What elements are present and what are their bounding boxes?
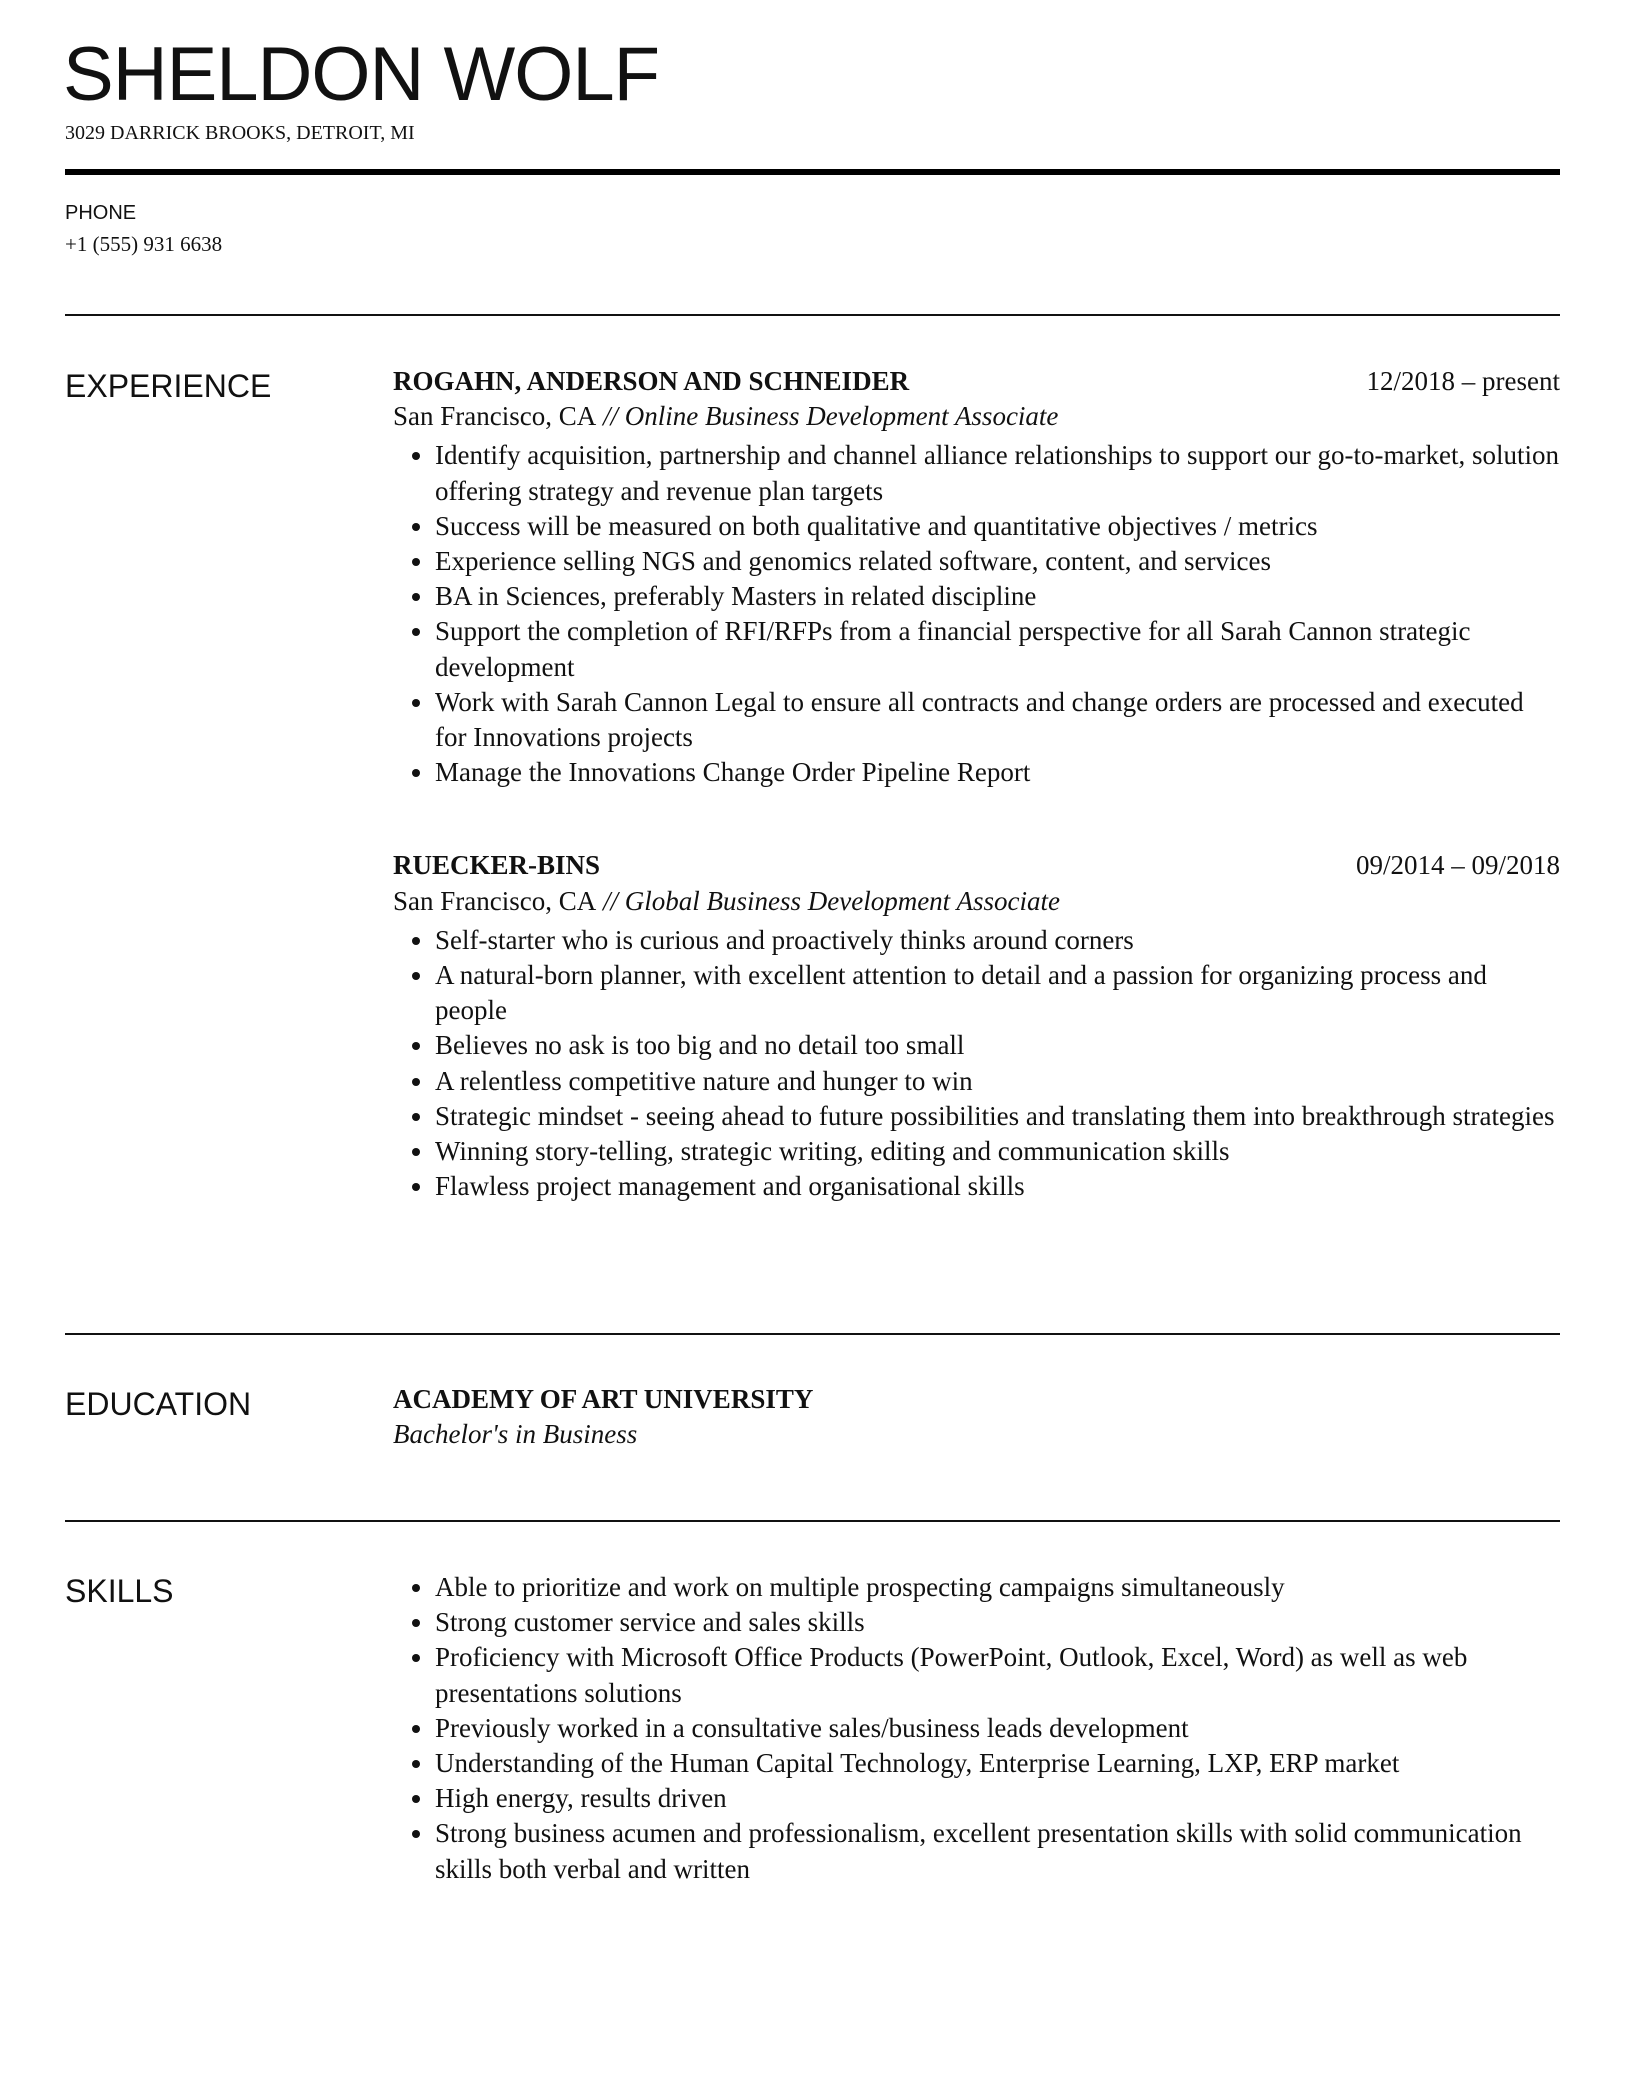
- bullet-item: • A relentless competitive nature and hunger to win: [435, 1064, 1560, 1099]
- bullet-item: • Work with Sarah Cannon Legal to ensure all contracts and change orders are processed and executed for Innovations projects: [435, 685, 1560, 755]
- job-dates: 12/2018 – present: [1366, 366, 1560, 396]
- bullet-item: • Strong customer service and sales skills: [435, 1605, 1560, 1640]
- bullet-item: • High energy, results driven: [435, 1781, 1560, 1816]
- experience-heading: EXPERIENCE: [65, 368, 272, 404]
- school-name: ACADEMY OF ART UNIVERSITY: [393, 1384, 814, 1414]
- phone-number: +1 (555) 931 6638: [65, 232, 223, 256]
- bullet-item: • Manage the Innovations Change Order Pipeline Report: [435, 755, 1560, 790]
- bullet-item: • Identify acquisition, partnership and channel alliance relationships to support our go-to-market, solution offering strategy and revenue plan targets: [435, 438, 1560, 508]
- address: 3029 DARRICK BROOKS, DETROIT, MI: [65, 122, 415, 144]
- bullet-item: • BA in Sciences, preferably Masters in related discipline: [435, 579, 1560, 614]
- section-divider: [65, 1333, 1560, 1335]
- bullet-item: • Flawless project management and organisational skills: [435, 1169, 1560, 1204]
- bullet-item: • Success will be measured on both qualitative and quantitative objectives / metrics: [435, 509, 1560, 544]
- bullet-item: • Proficiency with Microsoft Office Products (PowerPoint, Outlook, Excel, Word) as well as web presentations solutions: [435, 1640, 1560, 1710]
- experience-list: [393, 364, 1560, 1262]
- education-heading: EDUCATION: [65, 1386, 252, 1422]
- job-location-role: [393, 399, 1560, 434]
- company-name: ROGAHN, ANDERSON AND SCHNEIDER: [393, 366, 910, 396]
- job-entry: [393, 848, 1560, 1204]
- job-location: San Francisco, CA: [393, 401, 597, 432]
- bullet-item: • Strategic mindset - seeing ahead to future possibilities and translating them into breakthrough strategies: [435, 1099, 1560, 1134]
- header-divider: [65, 169, 1560, 175]
- job-location: San Francisco, CA: [393, 885, 597, 916]
- bullet-item: • Experience selling NGS and genomics related software, content, and services: [435, 544, 1560, 579]
- candidate-name: SHELDON WOLF: [63, 32, 660, 117]
- job-bullets: [393, 438, 1560, 790]
- degree: Bachelor's in Business: [393, 1419, 638, 1450]
- job-role: Global Business Development Associate: [624, 885, 1060, 916]
- phone-label: PHONE: [65, 202, 137, 224]
- education-entry: [393, 1382, 1560, 1452]
- bullet-item: • Self-starter who is curious and proactively thinks around corners: [435, 923, 1560, 958]
- job-role: Online Business Development Associate: [624, 401, 1059, 432]
- bullet-item: • Understanding of the Human Capital Technology, Enterprise Learning, LXP, ERP market: [435, 1746, 1560, 1781]
- skills-heading: SKILLS: [65, 1573, 174, 1609]
- separator: //: [596, 885, 625, 916]
- job-location-role: [393, 884, 1560, 919]
- bullet-item: • Believes no ask is too big and no detail too small: [435, 1028, 1560, 1063]
- bullet-item: • Strong business acumen and professionalism, excellent presentation skills with solid communication skills both verbal and written: [435, 1816, 1560, 1886]
- separator: //: [596, 401, 625, 432]
- section-divider: [65, 1520, 1560, 1522]
- bullet-item: • Support the completion of RFI/RFPs from a financial perspective for all Sarah Cannon strategic development: [435, 614, 1560, 684]
- bullet-item: • A natural-born planner, with excellent attention to detail and a passion for organizing process and people: [435, 958, 1560, 1028]
- job-bullets: [393, 923, 1560, 1205]
- section-divider: [65, 314, 1560, 316]
- company-name: RUECKER-BINS: [393, 850, 601, 881]
- bullet-item: • Previously worked in a consultative sales/business leads development: [435, 1711, 1560, 1746]
- bullet-item: • Winning story-telling, strategic writing, editing and communication skills: [435, 1134, 1560, 1169]
- job-entry: [393, 364, 1560, 790]
- bullet-item: • Able to prioritize and work on multiple prospecting campaigns simultaneously: [435, 1570, 1560, 1605]
- job-dates: 09/2014 – 09/2018: [1355, 850, 1560, 881]
- skills-section: [393, 1566, 1560, 1887]
- skills-list: [393, 1570, 1560, 1887]
